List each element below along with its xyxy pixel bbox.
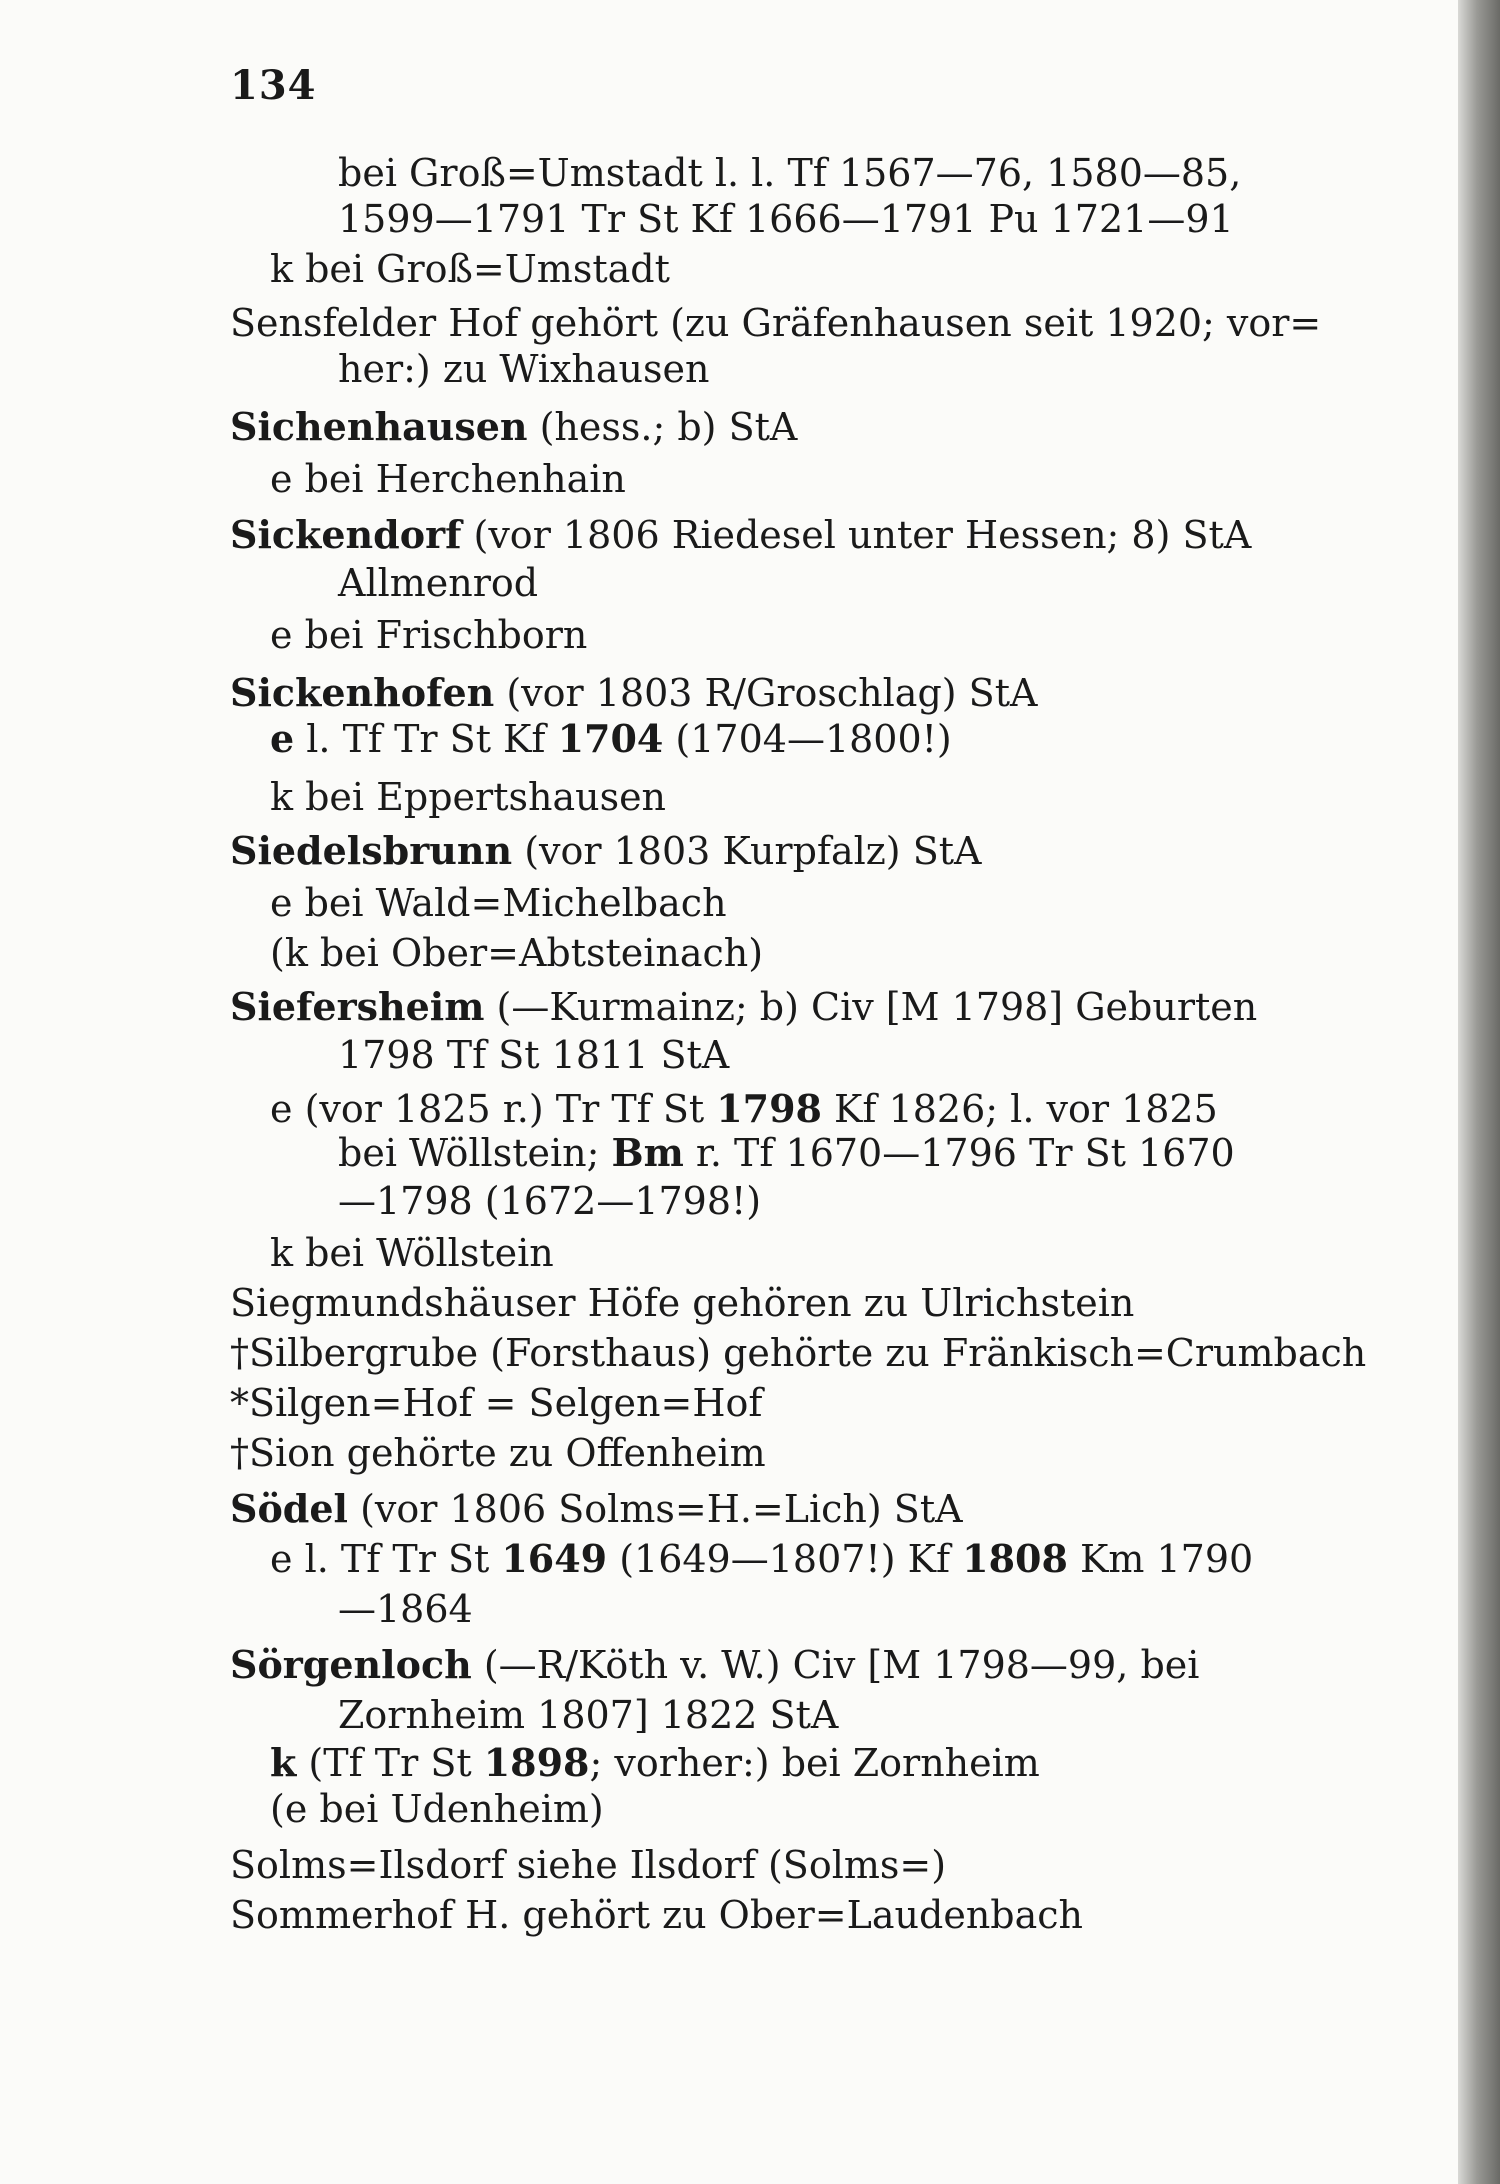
entry-line: e bei Frischborn <box>270 613 588 657</box>
entry-headline <box>230 984 1257 1030</box>
entry-detail: (vor 1806 Solms=H.=Lich) StA <box>347 1487 963 1531</box>
bold-year: 1898 <box>483 1740 590 1785</box>
place-name: Sickendorf <box>230 512 462 557</box>
entry-line: Solms=Ilsdorf siehe Ilsdorf (Solms=) <box>230 1843 947 1887</box>
entry-detail: (1649—1807!) Kf <box>607 1537 963 1581</box>
bold-year: Bm <box>611 1130 684 1175</box>
entry-detail: e (vor 1825 r.) Tr Tf St <box>270 1087 717 1131</box>
bold-year: 1704 <box>557 716 664 761</box>
entry-detail: e l. Tf Tr St <box>270 1537 502 1581</box>
entry-line: her:) zu Wixhausen <box>338 347 710 391</box>
entry-detail: (vor 1803 Kurpfalz) StA <box>512 829 982 873</box>
entry-line: e bei Herchenhain <box>270 457 626 501</box>
entry-marker: e <box>270 716 295 761</box>
entry-detail: (vor 1803 R/Groschlag) StA <box>494 671 1038 715</box>
entry-line: bei Groß=Umstadt l. l. Tf 1567—76, 1580—85, <box>338 151 1242 195</box>
place-name: Siedelsbrunn <box>230 828 513 873</box>
entry-line: †Silbergrube (Forsthaus) gehörte zu Fränkisch=Crumbach <box>230 1331 1367 1375</box>
bold-year: 1808 <box>962 1536 1068 1581</box>
entry-line: Zornheim 1807] 1822 StA <box>338 1693 839 1737</box>
entry-prefix <box>270 717 558 761</box>
entry-detail: r. Tf 1670—1796 Tr St 1670 <box>683 1131 1235 1175</box>
entry-detail: (Tf Tr St <box>296 1741 484 1785</box>
entry-line: Allmenrod <box>338 561 539 605</box>
entry-line: e bei Wald=Michelbach <box>270 881 727 925</box>
entry-line <box>270 1536 1253 1582</box>
bold-year: 1798 <box>716 1086 822 1131</box>
place-name: Sörgenloch <box>230 1642 472 1687</box>
entry-detail: (vor 1806 Riedesel unter Hessen; 8) StA <box>461 513 1252 557</box>
entry-detail: (—Kurmainz; b) Civ [M 1798] Geburten <box>484 985 1258 1029</box>
entry-detail: (1704—1800!) <box>663 717 952 761</box>
place-name: Sichenhausen <box>230 404 528 449</box>
entry-marker: k <box>270 1740 297 1785</box>
entry-line: (k bei Ober=Abtsteinach) <box>270 931 764 975</box>
entry-detail: (—R/Köth v. W.) Civ [M 1798—99, bei <box>471 1643 1200 1687</box>
entry-line <box>270 1086 1218 1132</box>
entry-detail: Kf 1826; l. vor 1825 <box>821 1087 1218 1131</box>
entry-line: (e bei Udenheim) <box>270 1787 604 1831</box>
entry-line: *Silgen=Hof = Selgen=Hof <box>230 1381 763 1425</box>
entry-line: Sensfelder Hof gehört (zu Gräfenhausen seit 1920; vor= <box>230 301 1322 345</box>
page-edge <box>1458 0 1500 2184</box>
entry-line: k bei Groß=Umstadt <box>270 247 670 291</box>
entry-headline <box>230 404 797 450</box>
entry-headline <box>230 828 981 874</box>
entry-line <box>338 1130 1235 1176</box>
entry-line: Siegmundshäuser Höfe gehören zu Ulrichstein <box>230 1281 1135 1325</box>
entry-headline <box>230 512 1251 558</box>
entry-line <box>270 716 952 762</box>
entry-headline <box>230 1642 1199 1688</box>
entry-detail: bei Wöllstein; <box>338 1131 612 1175</box>
entry-headline <box>230 670 1037 716</box>
place-name: Sickenhofen <box>230 670 495 715</box>
entry-line: —1798 (1672—1798!) <box>338 1179 762 1223</box>
place-name: Södel <box>230 1486 348 1531</box>
entry-headline <box>230 1486 963 1532</box>
entry-line: 1599—1791 Tr St Kf 1666—1791 Pu 1721—91 <box>338 197 1234 241</box>
entry-line: k bei Wöllstein <box>270 1231 554 1275</box>
entry-detail: ; vorher:) bei Zornheim <box>589 1741 1040 1785</box>
bold-year: 1649 <box>501 1536 608 1581</box>
entry-detail: Km 1790 <box>1067 1537 1254 1581</box>
entry-detail: l. Tf Tr St Kf <box>294 717 558 761</box>
entry-line: —1864 <box>338 1587 473 1631</box>
entry-line: Sommerhof H. gehört zu Ober=Laudenbach <box>230 1893 1084 1937</box>
page-number: 134 <box>230 62 317 109</box>
entry-line <box>270 1740 1040 1786</box>
entry-prefix <box>270 1741 484 1785</box>
place-name: Siefersheim <box>230 984 485 1029</box>
entry-line: †Sion gehörte zu Offenheim <box>230 1431 766 1475</box>
entry-detail: (hess.; b) StA <box>527 405 798 449</box>
entry-line: 1798 Tf St 1811 StA <box>338 1033 730 1077</box>
entry-line: k bei Eppertshausen <box>270 775 667 819</box>
